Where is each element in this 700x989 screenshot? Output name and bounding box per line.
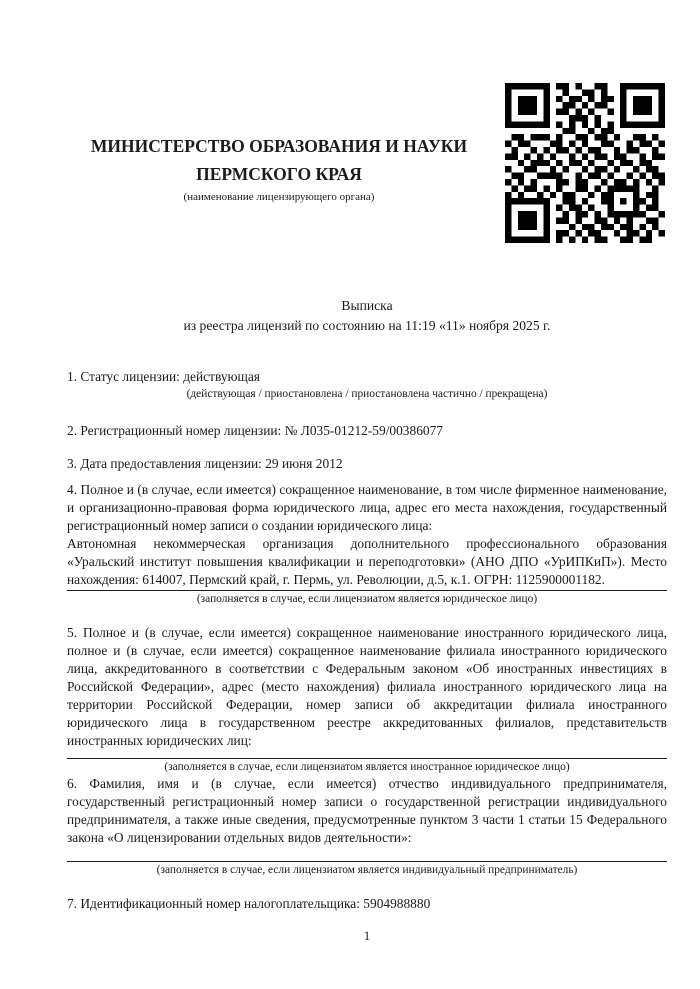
taxpayer-number-text: 7. Идентификационный номер налогоплательщика: 5904988880	[67, 896, 431, 911]
ministry-name-line2: ПЕРМСКОГО КРАЯ	[196, 164, 362, 184]
legal-entity-note: (заполняется в случае, если лицензиатом является юридическое лицо)	[196, 593, 538, 605]
legal-entity-value: Автономная некоммерческая организация дополнительного профессионального образования «Уральский институт повышения квалификации и переподготовки» (АНО ДПО «УрИПКиП»). Место нахождения: 614007, Пермский край, г. Пермь, ул. Революции, д.5, к.1. ОГРН: 1125900001182.	[67, 536, 667, 587]
license-grant-date-text: 3. Дата предоставления лицензии: 29 июня 2012	[67, 456, 343, 471]
license-status-note: (действующая / приостановлена / приостановлена частично / прекращена)	[186, 388, 548, 400]
license-status-text: 1. Статус лицензии: действующая	[67, 369, 260, 384]
fill-in-line	[67, 590, 667, 591]
fill-in-line	[67, 758, 667, 759]
individual-entrepreneur-note: (заполняется в случае, если лицензиатом является индивидуальный предприниматель)	[156, 864, 578, 876]
item-license-status	[67, 368, 667, 401]
item-license-grant-date	[67, 455, 667, 473]
qr-code	[505, 83, 665, 243]
item-individual-entrepreneur	[67, 775, 667, 877]
foreign-legal-entity-note: (заполняется в случае, если лицензиатом является иностранное юридическое лицо)	[164, 761, 570, 773]
page-number: 1	[363, 928, 371, 943]
item-registration-number	[67, 422, 667, 440]
item-foreign-legal-entity	[67, 624, 667, 774]
individual-entrepreneur-question: 6. Фамилия, имя и (в случае, если имеется) отчество индивидуального предпринимателя, государственный регистрационный номер записи о государственной регистрации индивидуального предпринимателя, а также иные сведения, предусмотренные пунктом 3 части 1 статьи 15 Федерального закона «О лицензировании отдельных видов деятельности»:	[67, 776, 667, 845]
item-taxpayer-number	[67, 895, 667, 913]
document-title-line1: Выписка	[341, 298, 393, 313]
licensing-authority-header	[67, 132, 491, 204]
document-title-line2: из реестра лицензий по состоянию на 11:19 «11» ноября 2025 г.	[183, 318, 551, 333]
item-legal-entity	[67, 481, 667, 606]
fill-in-line	[67, 861, 667, 862]
registration-number-text: 2. Регистрационный номер лицензии: № Л035-01212-59/00386077	[67, 423, 443, 438]
licensing-authority-caption: (наименование лицензирующего органа)	[183, 191, 375, 203]
document-title	[67, 296, 667, 336]
foreign-legal-entity-question: 5. Полное и (в случае, если имеется) сокращенное наименование иностранного юридического лица, полное и (в случае, если имеется) сокращенное наименование филиала иностранного юридического лица, аккредитованного в соответствии с Федеральным законом «Об иностранных инвестициях в Российской Федерации», адрес (место нахождения) филиала иностранного юридического лица на территории Российской Федерации, номер записи об аккредитации филиала иностранного юридического лица в государственном реестре аккредитованных филиалов, представительств иностранных юридических лиц:	[67, 625, 667, 748]
ministry-name-line1: МИНИСТЕРСТВО ОБРАЗОВАНИЯ И НАУКИ	[90, 136, 468, 156]
legal-entity-question: 4. Полное и (в случае, если имеется) сокращенное наименование, в том числе фирменное наименование, и организационно-правовая форма юридического лица, адрес его места нахождения, государственный регистрационный номер записи о создании юридического лица:	[67, 482, 667, 533]
